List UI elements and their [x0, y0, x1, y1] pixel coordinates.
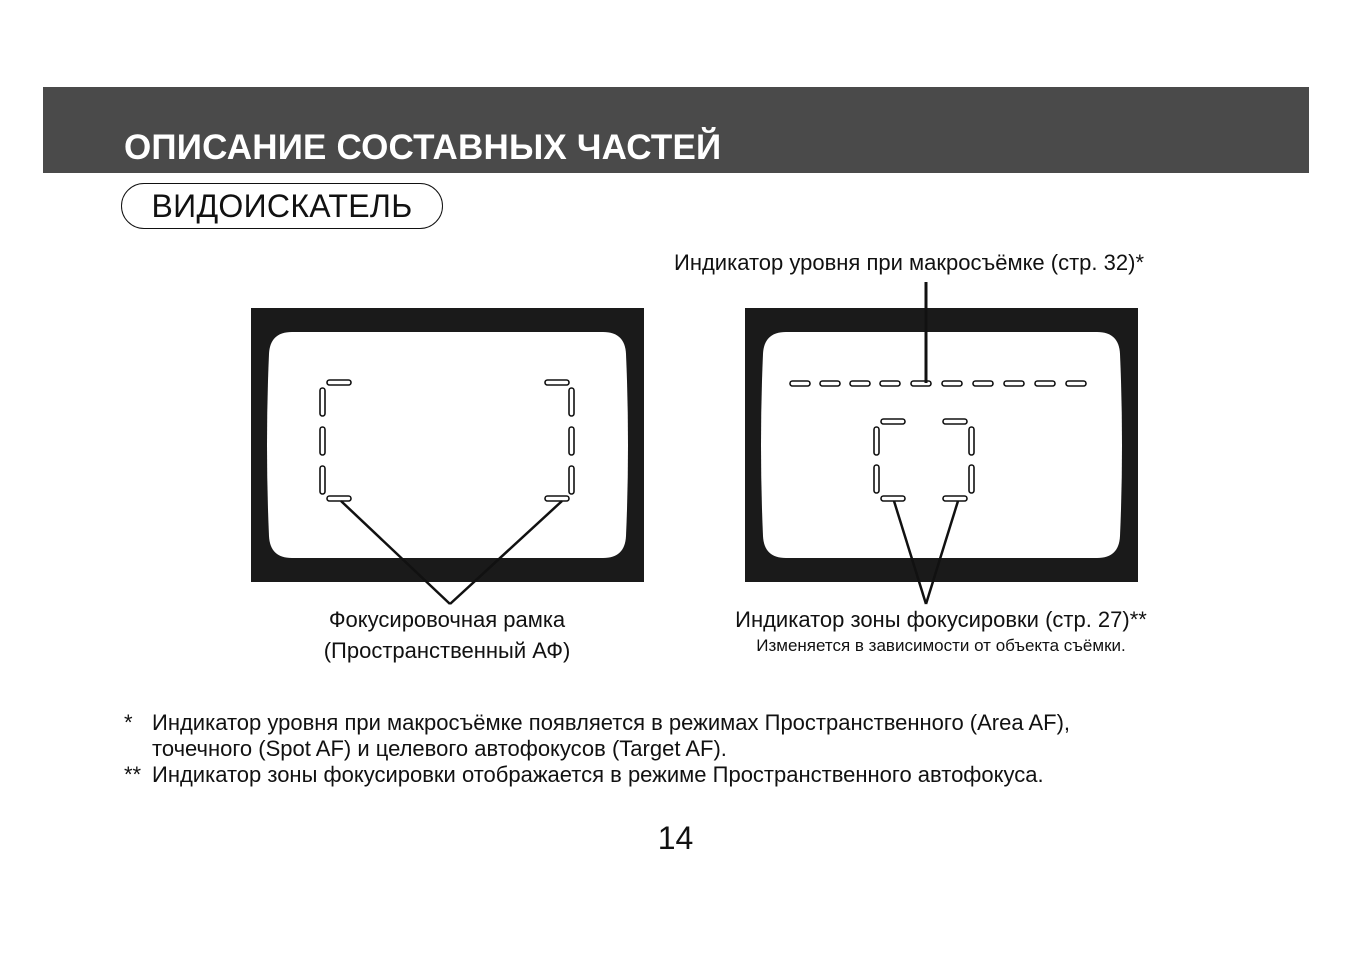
- section-title: ВИДОИСКАТЕЛЬ: [121, 183, 443, 229]
- page-title: ОПИСАНИЕ СОСТАВНЫХ ЧАСТЕЙ: [124, 128, 722, 167]
- footnote-mark: *: [124, 710, 133, 735]
- focus-frame-label-line2: (Пространственный АФ): [323, 638, 571, 663]
- focus-frame-label-line1: Фокусировочная рамка: [328, 607, 566, 632]
- left-viewfinder: [251, 308, 644, 604]
- footnote-text: Индикатор зоны фокусировки отображается в режиме Пространственного автофокуса.: [152, 762, 1044, 787]
- focus-zone-note: Изменяется в зависимости от объекта съёмки.: [756, 636, 1126, 655]
- focus-frame-label: [252, 604, 642, 666]
- footnote-2: [124, 762, 1070, 788]
- footnote-text: Индикатор уровня при макросъёмке появляется в режимах Пространственного (Area AF),: [152, 710, 1071, 735]
- footnote-text: точечного (Spot AF) и целевого автофокусов (Target AF).: [152, 736, 727, 761]
- macro-indicator-label: Индикатор уровня при макросъёмке (стр. 32)*: [674, 250, 1145, 275]
- footnote-mark: **: [124, 762, 142, 787]
- focus-zone-label: Индикатор зоны фокусировки (стр. 27)**: [735, 607, 1147, 632]
- footnote-1: [124, 710, 1070, 762]
- right-viewfinder: [745, 282, 1138, 604]
- footnotes: [124, 710, 1070, 788]
- right-viewfinder-screen: [761, 332, 1122, 558]
- page-number: 14: [657, 820, 694, 856]
